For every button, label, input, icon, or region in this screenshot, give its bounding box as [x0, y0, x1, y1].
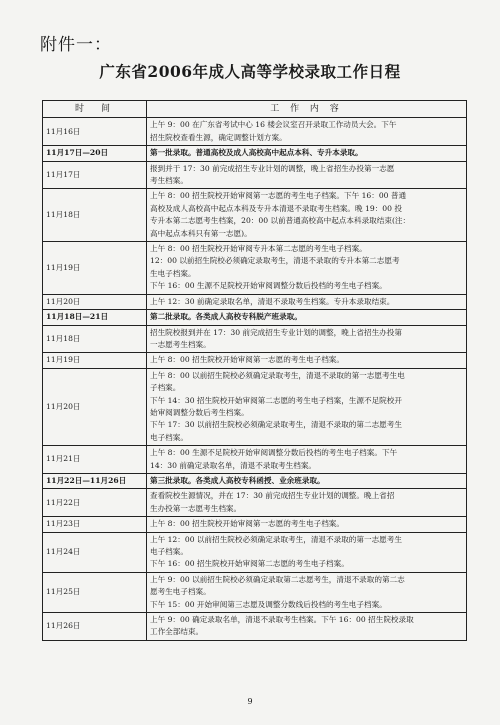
- date-cell: 11月17日: [43, 161, 147, 189]
- date-cell: 11月22日: [43, 489, 147, 517]
- table-row: [43, 161, 467, 189]
- table-row: [43, 242, 467, 295]
- work-content-line: 下午 16：00 生源不足院校开始审阅调整分数后投档的考生电子档案。: [150, 281, 387, 291]
- date-cell: 11月18日: [43, 325, 147, 353]
- work-content-line: 第一批录取。普通高校及成人高校高中起点本科、专升本录取。: [150, 148, 363, 158]
- work-content-cell: [147, 146, 467, 161]
- work-content-line: 查看院校生源情况，并在 17：30 前完成招生专业计划的调整。晚上省招: [150, 491, 395, 501]
- schedule-rows: [43, 118, 467, 640]
- phase-row: [43, 310, 467, 325]
- table-header-row: [43, 101, 467, 118]
- date-cell: 11月16日: [43, 118, 147, 146]
- work-content-cell: [147, 118, 467, 146]
- work-content-line: 招生院校报到并在 17：30 前完成招生专业计划的调整，晚上省招生办投第: [150, 327, 402, 337]
- work-content-line: 考生档案。: [150, 176, 188, 186]
- work-content-cell: [147, 517, 467, 532]
- header-work-content: 工 作 内 容: [147, 101, 467, 118]
- header-time: 时 间: [43, 101, 147, 118]
- work-content-cell: [147, 242, 467, 295]
- date-cell: 11月22日—11月26日: [43, 473, 147, 488]
- work-content-line: 上午 8：00 招生院校开始审阅第一志愿的考生电子档案。下午 16：00 普通: [150, 191, 407, 201]
- work-content-line: 上午 8：00 招生院校开始审阅第一志愿的考生电子档案。: [150, 355, 344, 365]
- work-content-line: 14：30 前确定录取名单，清退不录取考生档案。: [150, 460, 317, 470]
- work-content-line: 子档案。: [150, 383, 181, 393]
- phase-row: [43, 473, 467, 488]
- work-content-line: 高校及成人高校高中起点本科及专升本清退不录取考生档案。晚 19：00 投: [150, 203, 402, 213]
- table-row: [43, 517, 467, 532]
- table-row: [43, 368, 467, 445]
- work-content-line: 下午 16：00 招生院校开始审阅第二志愿的考生电子档案。: [150, 559, 349, 569]
- date-cell: 11月20日: [43, 294, 147, 309]
- work-content-cell: [147, 325, 467, 353]
- work-content-line: 愿考生电子档案。: [150, 587, 211, 597]
- date-cell: 11月26日: [43, 613, 147, 641]
- date-cell: 11月18日: [43, 189, 147, 242]
- work-content-line: 第三批录取。各类成人高校专科函授、业余班录取。: [150, 475, 325, 485]
- date-cell: 11月25日: [43, 572, 147, 612]
- table-row: [43, 532, 467, 572]
- work-content-cell: [147, 489, 467, 517]
- work-content-cell: [147, 473, 467, 488]
- work-content-line: 生办投第一志愿考生档案。: [150, 503, 242, 513]
- date-cell: 11月23日: [43, 517, 147, 532]
- work-content-line: 下午 17：30 以前招生院校必须确定录取考生，清退不录取的第二志愿考生: [150, 420, 402, 430]
- work-content-line: 招生院校查看生源，确定调整计划方案。: [150, 132, 287, 142]
- work-content-cell: [147, 161, 467, 189]
- work-content-line: 上午 9：00 在广东省考试中心 16 楼会议室召开录取工作动员大会。下午: [150, 120, 397, 130]
- work-content-cell: [147, 353, 467, 368]
- work-content-line: 上午 9：00 确定录取名单，清退不录取考生档案。下午 16：00 招生院校录取: [150, 615, 414, 625]
- date-cell: 11月20日: [43, 368, 147, 445]
- work-content-cell: [147, 613, 467, 641]
- work-content-line: 报到并于 17：30 前完成招生专业计划的调整，晚上省招生办投第一志愿: [150, 163, 395, 173]
- table-row: [43, 189, 467, 242]
- work-content-cell: [147, 189, 467, 242]
- table-row: [43, 613, 467, 641]
- work-content-line: 12：00 以前招生院校必须确定录取考生，清退不录取的专升本第二志愿考: [150, 256, 400, 266]
- table-row: [43, 489, 467, 517]
- date-cell: 11月19日: [43, 353, 147, 368]
- date-cell: 11月17日—20日: [43, 146, 147, 161]
- date-cell: 11月19日: [43, 242, 147, 295]
- document-title: 广东省2006年成人高等学校录取工作日程: [99, 62, 401, 81]
- work-content-line: 上午 8：00 招生院校开始审阅第一志愿的考生电子档案。: [150, 519, 344, 529]
- work-content-line: 上午 8：00 招生院校开始审阅专升本第二志愿的考生电子档案。: [150, 244, 367, 254]
- phase-row: [43, 146, 467, 161]
- date-cell: 11月24日: [43, 532, 147, 572]
- work-content-line: 下午 15：00 开始审阅第三志愿及调整分数线后投档的考生电子档案。: [150, 599, 387, 609]
- work-content-cell: [147, 294, 467, 309]
- work-content-line: 下午 14：30 招生院校开始审阅第二志愿的考生电子档案，生源不足院校开: [150, 395, 402, 405]
- work-content-line: 电子档案。: [150, 432, 188, 442]
- work-content-line: 第二批录取。各类成人高校专科脱产班录取。: [150, 312, 302, 322]
- work-content-cell: [147, 446, 467, 474]
- date-cell: 11月21日: [43, 446, 147, 474]
- work-content-cell: [147, 572, 467, 612]
- table-row: [43, 325, 467, 353]
- table-row: [43, 446, 467, 474]
- work-content-cell: [147, 532, 467, 572]
- table-row: [43, 353, 467, 368]
- date-cell: 11月18日—21日: [43, 310, 147, 325]
- work-content-line: 高中起点本科只有第一志愿)。: [150, 228, 252, 238]
- work-content-cell: [147, 310, 467, 325]
- work-content-line: 始审阅调整分数后考生档案。: [150, 407, 249, 417]
- work-content-line: 上午 8：00 生源不足院校开始审阅调整分数后投档的考生电子档案。下午: [150, 448, 398, 458]
- work-content-line: 上午 8：00 以前招生院校必须确定录取考生，清退不录取的第一志愿考生电: [150, 370, 405, 380]
- table-row: [43, 118, 467, 146]
- schedule-table: [42, 100, 467, 641]
- work-content-line: 生电子档案。: [150, 268, 196, 278]
- page-number: 9: [247, 697, 253, 706]
- work-content-line: 专升本第二志愿考生档案，20：00 以前普通高校高中起点本科录取结束(注：: [150, 216, 411, 226]
- work-content-line: 工作全部结束。: [150, 627, 204, 637]
- work-content-line: 上午 9：00 以前招生院校必须确定录取第二志愿考生，清退不录取的第二志: [150, 574, 405, 584]
- work-content-line: 一志愿考生档案。: [150, 339, 211, 349]
- work-content-cell: [147, 368, 467, 445]
- attachment-label: 附件一：: [40, 35, 112, 55]
- work-content-line: 上午 12：30 前确定录取名单，清退不录取考生档案。专升本录取结束。: [150, 296, 395, 306]
- table-row: [43, 294, 467, 309]
- work-content-line: 上午 12：00 以前招生院校必须确定录取考生，清退不录取的第一志愿考生: [150, 534, 402, 544]
- work-content-line: 电子档案。: [150, 547, 188, 556]
- table-row: [43, 572, 467, 612]
